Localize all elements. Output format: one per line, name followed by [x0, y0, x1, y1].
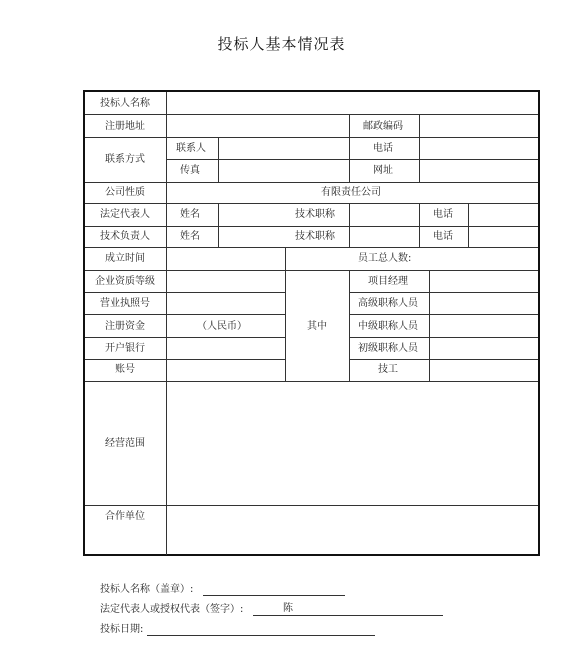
- label-founded: 成立时间: [105, 253, 145, 264]
- label-contact-person: 联系人: [176, 143, 206, 154]
- label-phone: 电话: [373, 143, 393, 154]
- label-company-nature: 公司性质: [105, 187, 145, 198]
- reg-capital-unit: （人民币）: [197, 321, 247, 332]
- label-partners: 合作单位: [105, 511, 145, 522]
- footer-bid-date: 投标日期:: [100, 624, 144, 635]
- label-account: 账号: [115, 364, 135, 375]
- label-bank: 开户银行: [105, 343, 145, 354]
- label-bidder-name: 投标人名称: [100, 98, 150, 109]
- label-mid-title: 中级职称人员: [358, 321, 418, 332]
- label-business-scope: 经营范围: [105, 438, 145, 449]
- label-senior-title: 高级职称人员: [358, 298, 418, 309]
- label-legal-rep-title: 技术职称: [295, 209, 335, 220]
- company-nature-value: 有限责任公司: [321, 187, 381, 198]
- label-legal-rep: 法定代表人: [100, 209, 150, 220]
- label-technician: 技工: [378, 364, 398, 375]
- label-tech-lead-phone: 电话: [433, 231, 453, 242]
- label-project-manager: 项目经理: [368, 276, 408, 287]
- footer-legal-sign: 法定代表人或授权代表（签字）:: [100, 604, 244, 615]
- label-license-no: 营业执照号: [100, 298, 150, 309]
- label-reg-capital: 注册资金: [105, 321, 145, 332]
- label-tech-lead-name: 姓名: [180, 231, 200, 242]
- label-legal-rep-phone: 电话: [433, 209, 453, 220]
- label-legal-rep-name: 姓名: [180, 209, 200, 220]
- label-fax: 传真: [180, 165, 200, 176]
- bidder-info-table: [83, 90, 540, 556]
- label-junior-title: 初级职称人员: [358, 343, 418, 354]
- label-website: 网址: [373, 165, 393, 176]
- label-tech-lead-title: 技术职称: [295, 231, 335, 242]
- document-title: 投标人基本情况表: [217, 35, 346, 53]
- footer-signature-value: 陈: [283, 603, 293, 614]
- label-postal-code: 邮政编码: [363, 121, 403, 132]
- label-contact-method: 联系方式: [105, 154, 145, 165]
- label-tech-lead: 技术负责人: [100, 231, 150, 242]
- footer-bidder-seal: 投标人名称（盖章）:: [100, 584, 194, 595]
- label-qualification: 企业资质等级: [95, 276, 155, 287]
- label-reg-address: 注册地址: [105, 121, 145, 132]
- label-total-staff: 员工总人数:: [358, 253, 412, 264]
- label-among: 其中: [307, 321, 327, 332]
